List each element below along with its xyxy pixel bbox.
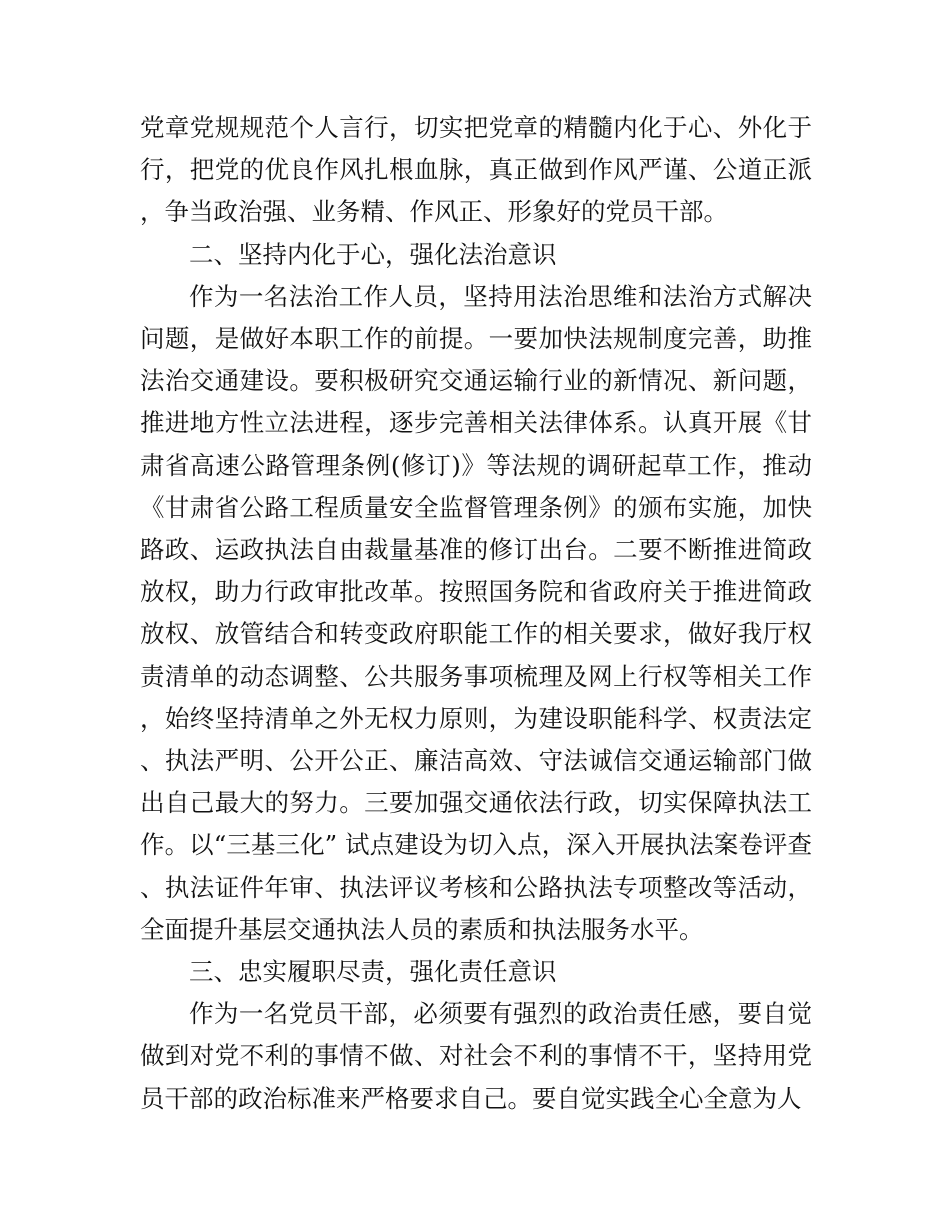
paragraph-legal-awareness: 作为一名法治工作人员，坚持用法治思维和法治方式解决问题，是做好本职工作的前提。一要加快法规制度完善，助推法治交通建设。要积极研究交通运输行业的新情况、新问题，推进地方性立法进程，逐步完善相关法律体系。认真开展《甘肃省高速公路管理条例(修订)》等法规的调研起草工作，推动《甘肃省公路工程质量安全监督管理条例》的颁布实施，加快路政、运政执法自由裁量基准的修订出台。二要不断推进简政放权，助力行政审批改革。按照国务院和省政府关于推进简政放权、放管结合和转变政府职能工作的相关要求，做好我厅权责清单的动态调整、公共服务事项梳理及网上行权等相关工作，始终坚持清单之外无权力原则，为建设职能科学、权责法定、执法严明、公开公正、廉洁高效、守法诚信交通运输部门做出自己最大的努力。三要加强交通依法行政，切实保障执法工作。以“三基三化” 试点建设为切入点，深入开展执法案卷评查、执法证件年审、执法评议考核和公路执法专项整改等活动，全面提升基层交通执法人员的素质和执法服务水平。 xyxy=(140,281,812,944)
document-body xyxy=(140,107,812,1120)
section-heading-2: 二、坚持内化于心，强化法治意识 xyxy=(189,239,557,269)
paragraph-continuation: 党章党规规范个人言行，切实把党章的精髓内化于心、外化于行，把党的优良作风扎根血脉，真正做到作风严谨、公道正派，争当政治强、业务精、作风正、形象好的党员干部。 xyxy=(140,113,812,227)
section-heading-3: 三、忠实履职尽责，强化责任意识 xyxy=(189,957,557,987)
paragraph-responsibility: 作为一名党员干部，必须要有强烈的政治责任感，要自觉做到对党不利的事情不做、对社会不利的事情不干，坚持用党员干部的政治标准来严格要求自己。要自觉实践全心全意为人 xyxy=(140,999,812,1113)
